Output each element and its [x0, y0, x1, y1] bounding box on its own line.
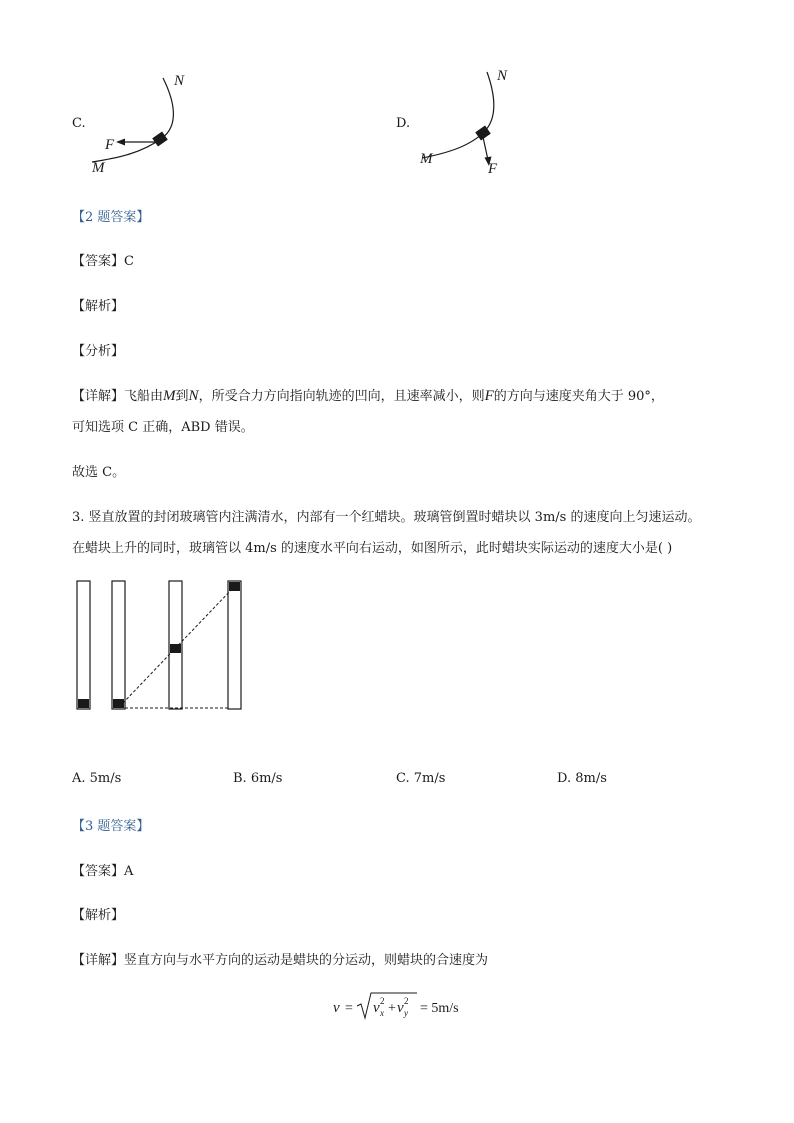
formula-result: = 5m/s — [420, 1001, 459, 1016]
q2-detail-n: N — [188, 388, 199, 404]
q3-answer-tag: 【答案】 — [72, 864, 125, 879]
formula-vx-sub: x — [380, 1008, 384, 1018]
q3-answer-value: A — [124, 864, 134, 879]
q3-detail-tag: 【详解】 — [72, 953, 125, 968]
q2-detail-p3: ，所受合力方向指向轨迹的凹向，且速率减小，则 — [198, 389, 485, 404]
q3-answer-header: 【3 题答案】 — [72, 819, 150, 834]
formula-vy-sup: 2 — [404, 996, 409, 1006]
q3-stem-line2: 在蜡块上升的同时，玻璃管以 4m/s 的速度水平向右运动，如图所示，此时蜡块实际运动的速度大小是( ) — [72, 541, 673, 556]
q3-option-c: C. 7m/s — [396, 771, 446, 786]
formula-lhs-v: v — [333, 1000, 340, 1016]
q2-detail-f: F — [484, 388, 494, 404]
option-d-label: D. — [396, 116, 411, 131]
q2-answer-value: C — [124, 254, 134, 269]
q2-fenxi-tag: 【分析】 — [72, 344, 125, 359]
label-f-d: F — [488, 161, 498, 177]
q3-stem-line1: 3. 竖直放置的封闭玻璃管内注满清水，内部有一个红蜡块。玻璃管倒置时蜡块以 3m/s 的速度向上匀速运动。 — [72, 510, 701, 525]
label-n-c: N — [174, 73, 185, 89]
q3-option-b: B. 6m/s — [233, 771, 283, 786]
q2-answer-header: 【2 题答案】 — [72, 210, 150, 225]
formula-vx: v — [373, 1000, 380, 1016]
label-f-c: F — [105, 137, 115, 153]
formula-vy: v — [397, 1000, 404, 1016]
q2-detail-line2: 可知选项 C 正确，ABD 错误。 — [72, 420, 254, 435]
q2-analysis-tag: 【解析】 — [72, 299, 125, 314]
q2-detail-p1: 飞船由 — [124, 389, 164, 404]
label-m-c: M — [92, 160, 105, 176]
q2-conclusion: 故选 C。 — [72, 465, 126, 480]
q2-detail-p2: 到 — [175, 389, 189, 404]
q3-analysis-tag: 【解析】 — [72, 908, 125, 923]
q2-detail-tag: 【详解】 — [72, 389, 125, 404]
q3-detail-text: 竖直方向与水平方向的运动是蜡块的分运动，则蜡块的合速度为 — [124, 953, 489, 968]
q3-option-d: D. 8m/s — [557, 771, 607, 786]
q2-detail-p4: 的方向与速度夹角大于 90°， — [493, 389, 664, 404]
formula-plus: + — [388, 1001, 396, 1016]
q3-option-a: A. 5m/s — [72, 771, 122, 786]
formula-eq: = — [345, 1001, 353, 1016]
q2-answer-tag: 【答案】 — [72, 254, 125, 269]
formula-vx-sup: 2 — [380, 996, 385, 1006]
option-c-label: C. — [72, 116, 86, 131]
label-n-d: N — [497, 68, 508, 84]
label-m-d: M — [420, 151, 433, 167]
q2-detail-m: M — [163, 388, 176, 404]
formula-vy-sub: y — [404, 1008, 408, 1018]
